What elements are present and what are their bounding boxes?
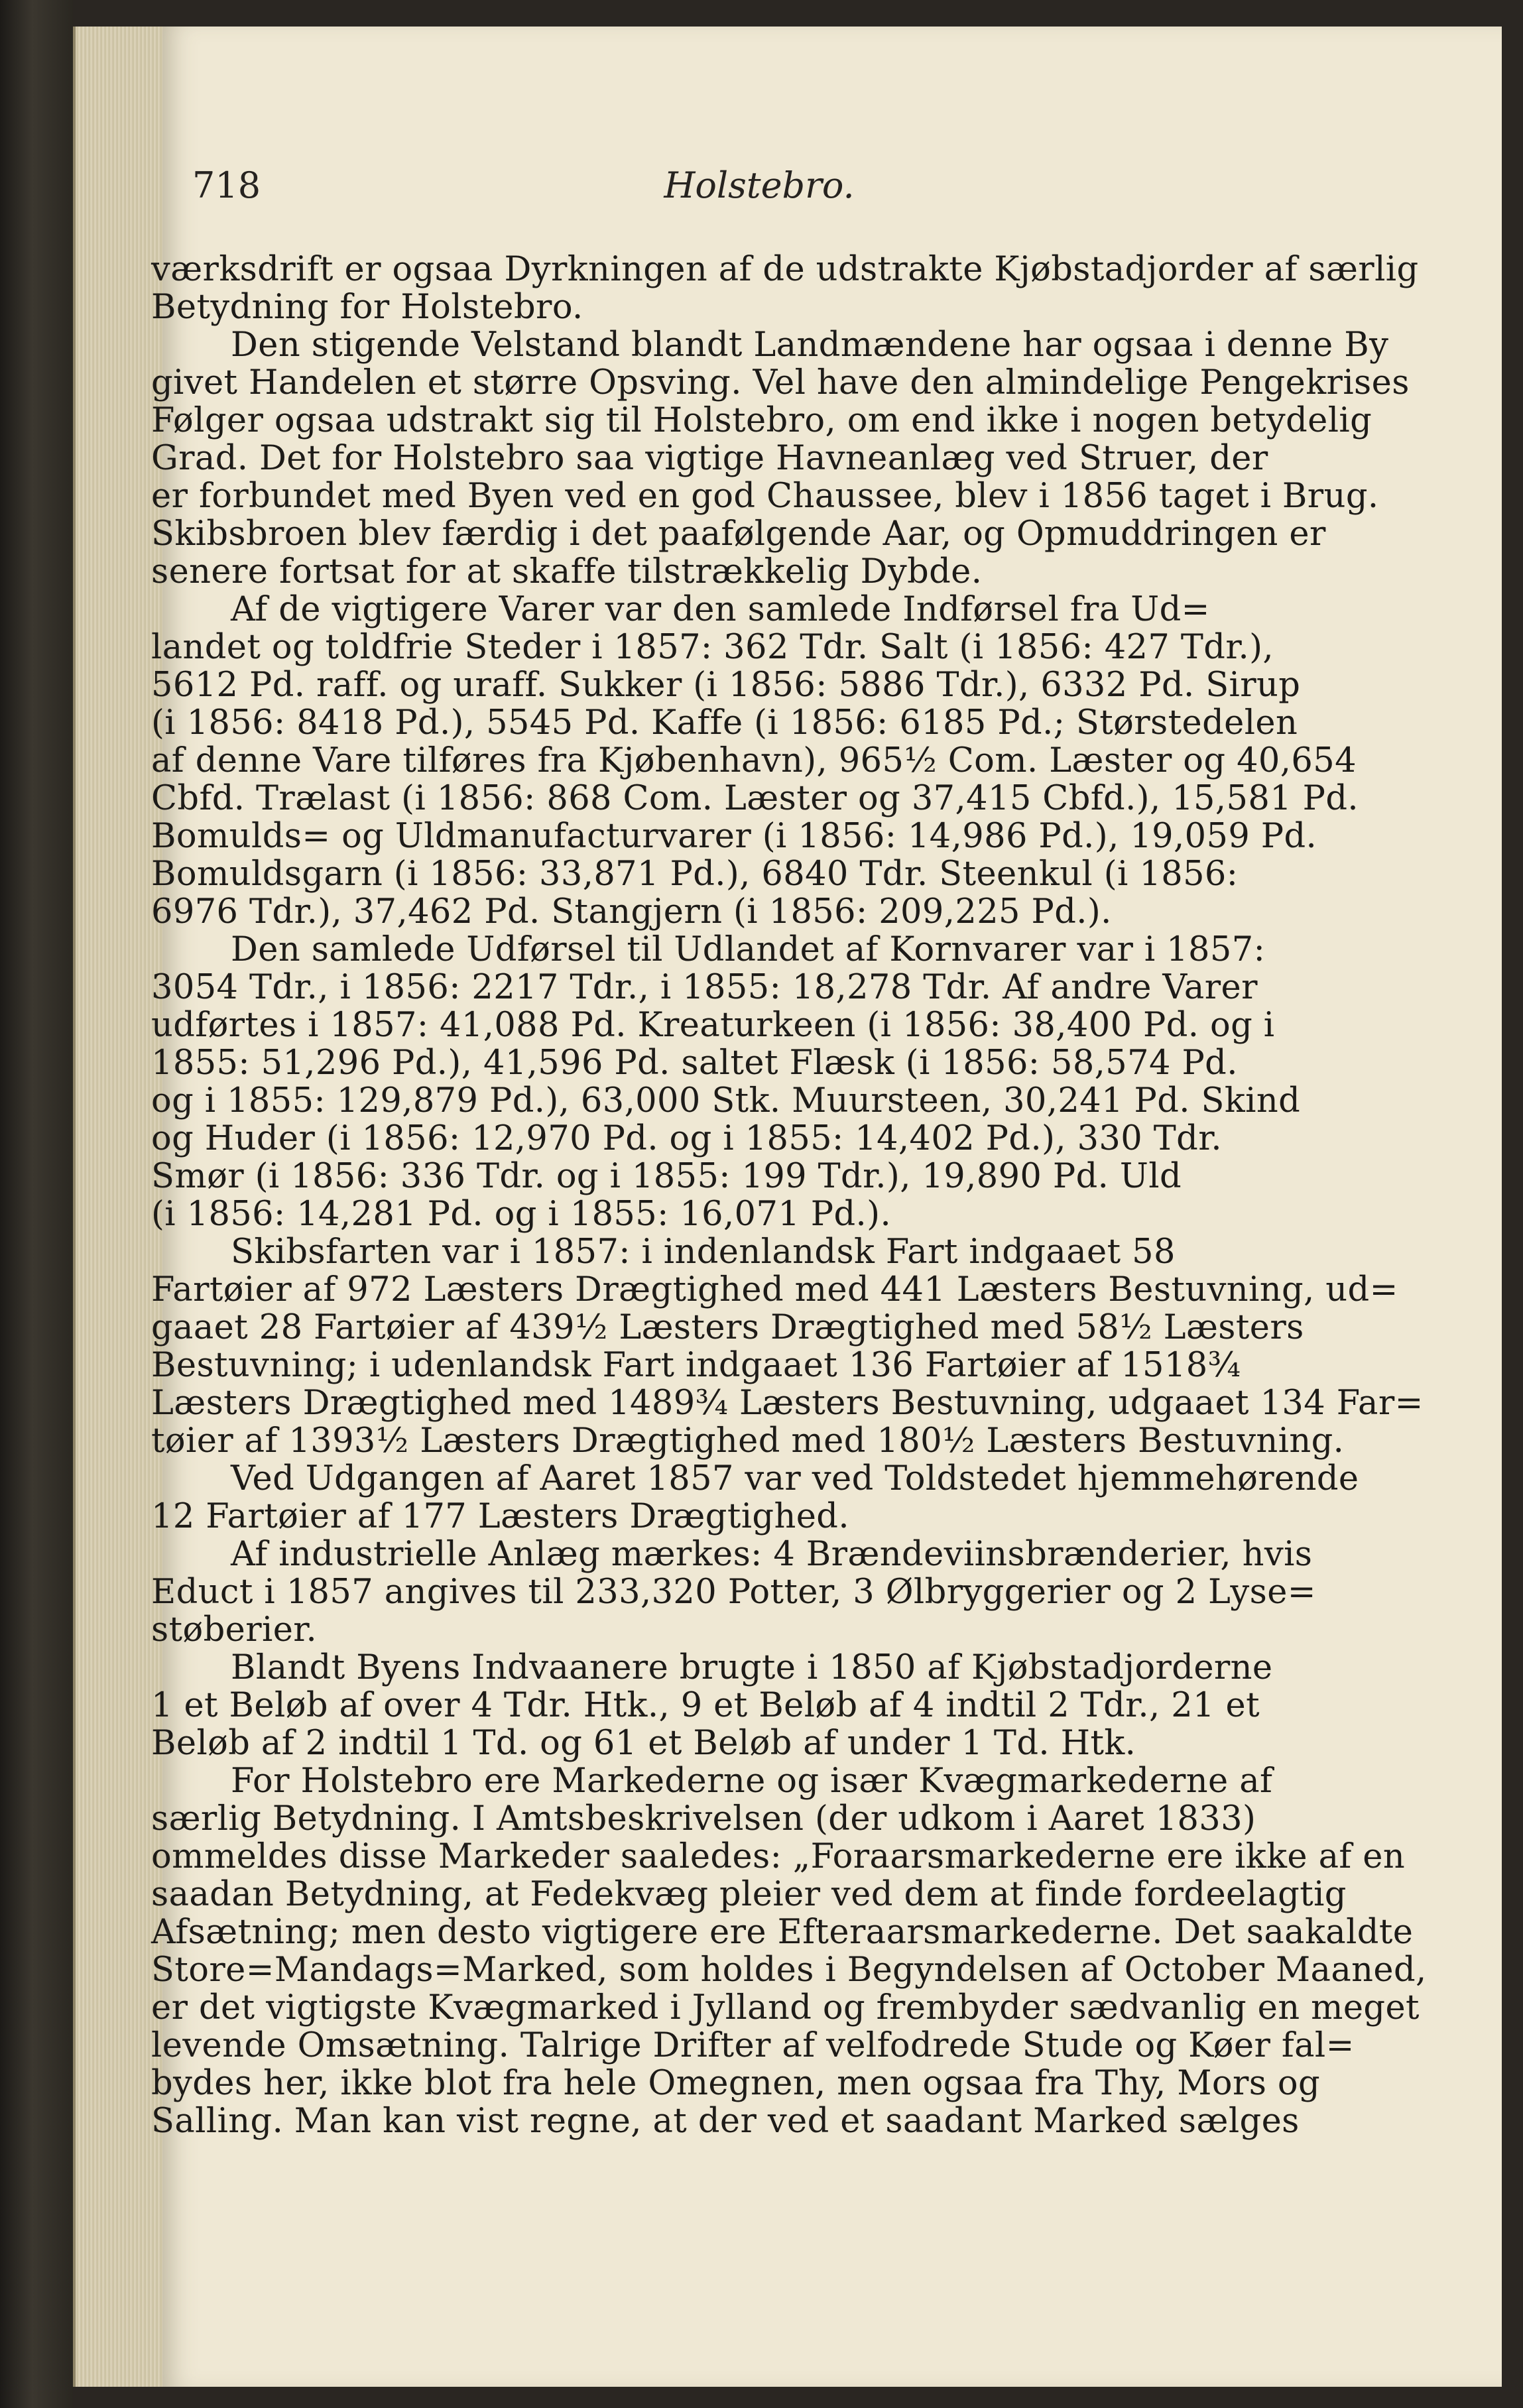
text-line: landet og toldfrie Steder i 1857: 362 Tdr. Salt (i 1856: 427 Tdr.),	[151, 628, 1274, 667]
running-head: Holstebro.	[664, 164, 855, 206]
text-line: Grad. Det for Holstebro saa vigtige Havneanlæg ved Struer, der	[151, 439, 1268, 478]
text-line: levende Omsætning. Talrige Drifter af velfodrede Stude og Køer fal=	[151, 2026, 1355, 2065]
text-line: Læsters Drægtighed med 1489¾ Læsters Bestuvning, udgaaet 134 Far=	[151, 1384, 1424, 1423]
text-line: Smør (i 1856: 336 Tdr. og i 1855: 199 Tdr.), 19,890 Pd. Uld	[151, 1157, 1182, 1196]
text-line: For Holstebro ere Markederne og især Kvægmarkederne af	[231, 1762, 1273, 1801]
text-line: Bomuldsgarn (i 1856: 33,871 Pd.), 6840 Tdr. Steenkul (i 1856:	[151, 855, 1239, 894]
text-line: 12 Fartøier af 177 Læsters Drægtighed.	[151, 1497, 849, 1536]
text-line: Følger ogsaa udstrakt sig til Holstebro, om end ikke i nogen betydelig	[151, 401, 1372, 440]
text-line: 6976 Tdr.), 37,462 Pd. Stangjern (i 1856: 209,225 Pd.).	[151, 892, 1112, 932]
text-line: Store=Mandags=Marked, som holdes i Begyndelsen af October Maaned,	[151, 1951, 1427, 1990]
text-line: bydes her, ikke blot fra hele Omegnen, men ogsaa fra Thy, Mors og	[151, 2064, 1321, 2103]
text-line: af denne Vare tilføres fra Kjøbenhavn), 965½ Com. Læster og 40,654	[151, 741, 1357, 780]
text-line: Skibsbroen blev færdig i det paafølgende Aar, og Opmuddringen er	[151, 514, 1326, 554]
text-line: Af de vigtigere Varer var den samlede Indførsel fra Ud=	[231, 590, 1210, 629]
text-line: 5612 Pd. raff. og uraff. Sukker (i 1856: 5886 Tdr.), 6332 Pd. Sirup	[151, 666, 1301, 705]
book-spine	[0, 0, 73, 2408]
text-line: Afsætning; men desto vigtigere ere Efteraarsmarkederne. Det saakaldte	[151, 1913, 1414, 1952]
text-line: Betydning for Holstebro.	[151, 288, 583, 327]
text-line: Den samlede Udførsel til Udlandet af Kornvarer var i 1857:	[231, 930, 1266, 969]
text-line: tøier af 1393½ Læsters Drægtighed med 180½ Læsters Bestuvning.	[151, 1421, 1345, 1461]
text-line: (i 1856: 8418 Pd.), 5545 Pd. Kaffe (i 1856: 6185 Pd.; Størstedelen	[151, 703, 1298, 743]
text-line: Skibsfarten var i 1857: i indenlandsk Fart indgaaet 58	[231, 1233, 1176, 1272]
text-line: Ved Udgangen af Aaret 1857 var ved Toldstedet hjemmehørende	[231, 1459, 1359, 1498]
text-line: Blandt Byens Indvaanere brugte i 1850 af Kjøbstadjorderne	[231, 1648, 1273, 1687]
text-line: saadan Betydning, at Fedekvæg pleier ved dem at finde fordeelagtig	[151, 1875, 1347, 1914]
text-line: (i 1856: 14,281 Pd. og i 1855: 16,071 Pd.).	[151, 1195, 892, 1234]
text-line: Educt i 1857 angives til 233,320 Potter, 3 Ølbryggerier og 2 Lyse=	[151, 1573, 1316, 1612]
text-line: og Huder (i 1856: 12,970 Pd. og i 1855: 14,402 Pd.), 330 Tdr.	[151, 1119, 1222, 1158]
text-line: Beløb af 2 indtil 1 Td. og 61 et Beløb af under 1 Td. Htk.	[151, 1724, 1136, 1763]
text-line: Af industrielle Anlæg mærkes: 4 Brændeviinsbrænderier, hvis	[231, 1535, 1313, 1574]
page-number: 718	[192, 164, 261, 206]
text-line: Salling. Man kan vist regne, at der ved et saadant Marked sælges	[151, 2102, 1300, 2141]
text-line: Den stigende Velstand blandt Landmændene har ogsaa i denne By	[231, 326, 1389, 365]
text-line: Fartøier af 972 Læsters Drægtighed med 441 Læsters Bestuvning, ud=	[151, 1270, 1398, 1309]
text-line: Cbfd. Trælast (i 1856: 868 Com. Læster og 37,415 Cbfd.), 15,581 Pd.	[151, 779, 1359, 818]
text-line: 1855: 51,296 Pd.), 41,596 Pd. saltet Flæsk (i 1856: 58,574 Pd.	[151, 1044, 1238, 1083]
text-line: er forbundet med Byen ved en god Chaussee, blev i 1856 taget i Brug.	[151, 477, 1379, 516]
text-line: senere fortsat for at skaffe tilstrækkelig Dybde.	[151, 552, 983, 591]
text-line: givet Handelen et større Opsving. Vel have den almindelige Pengekrises	[151, 363, 1410, 402]
text-line: Bomulds= og Uldmanufacturvarer (i 1856: 14,986 Pd.), 19,059 Pd.	[151, 817, 1317, 856]
text-line: 3054 Tdr., i 1856: 2217 Tdr., i 1855: 18,278 Tdr. Af andre Varer	[151, 968, 1258, 1007]
text-line: 1 et Beløb af over 4 Tdr. Htk., 9 et Beløb af 4 indtil 2 Tdr., 21 et	[151, 1686, 1260, 1725]
text-line: ommeldes disse Markeder saaledes: „Foraarsmarkederne ere ikke af en	[151, 1837, 1406, 1876]
text-line: udførtes i 1857: 41,088 Pd. Kreaturkeen (i 1856: 38,400 Pd. og i	[151, 1006, 1275, 1045]
text-line: særlig Betydning. I Amtsbeskrivelsen (der udkom i Aaret 1833)	[151, 1799, 1256, 1838]
body-text	[151, 251, 1455, 2140]
text-line: gaaet 28 Fartøier af 439½ Læsters Drægtighed med 58½ Læsters	[151, 1308, 1304, 1347]
text-line: er det vigtigste Kvægmarked i Jylland og frembyder sædvanlig en meget	[151, 1988, 1420, 2027]
text-line: støberier.	[151, 1610, 318, 1650]
text-line: og i 1855: 129,879 Pd.), 63,000 Stk. Muursteen, 30,241 Pd. Skind	[151, 1081, 1301, 1120]
text-line: værksdrift er ogsaa Dyrkningen af de udstrakte Kjøbstadjorder af særlig	[151, 250, 1419, 289]
text-line: Bestuvning; i udenlandsk Fart indgaaet 136 Fartøier af 1518¾	[151, 1346, 1241, 1385]
page-header	[192, 164, 1326, 224]
